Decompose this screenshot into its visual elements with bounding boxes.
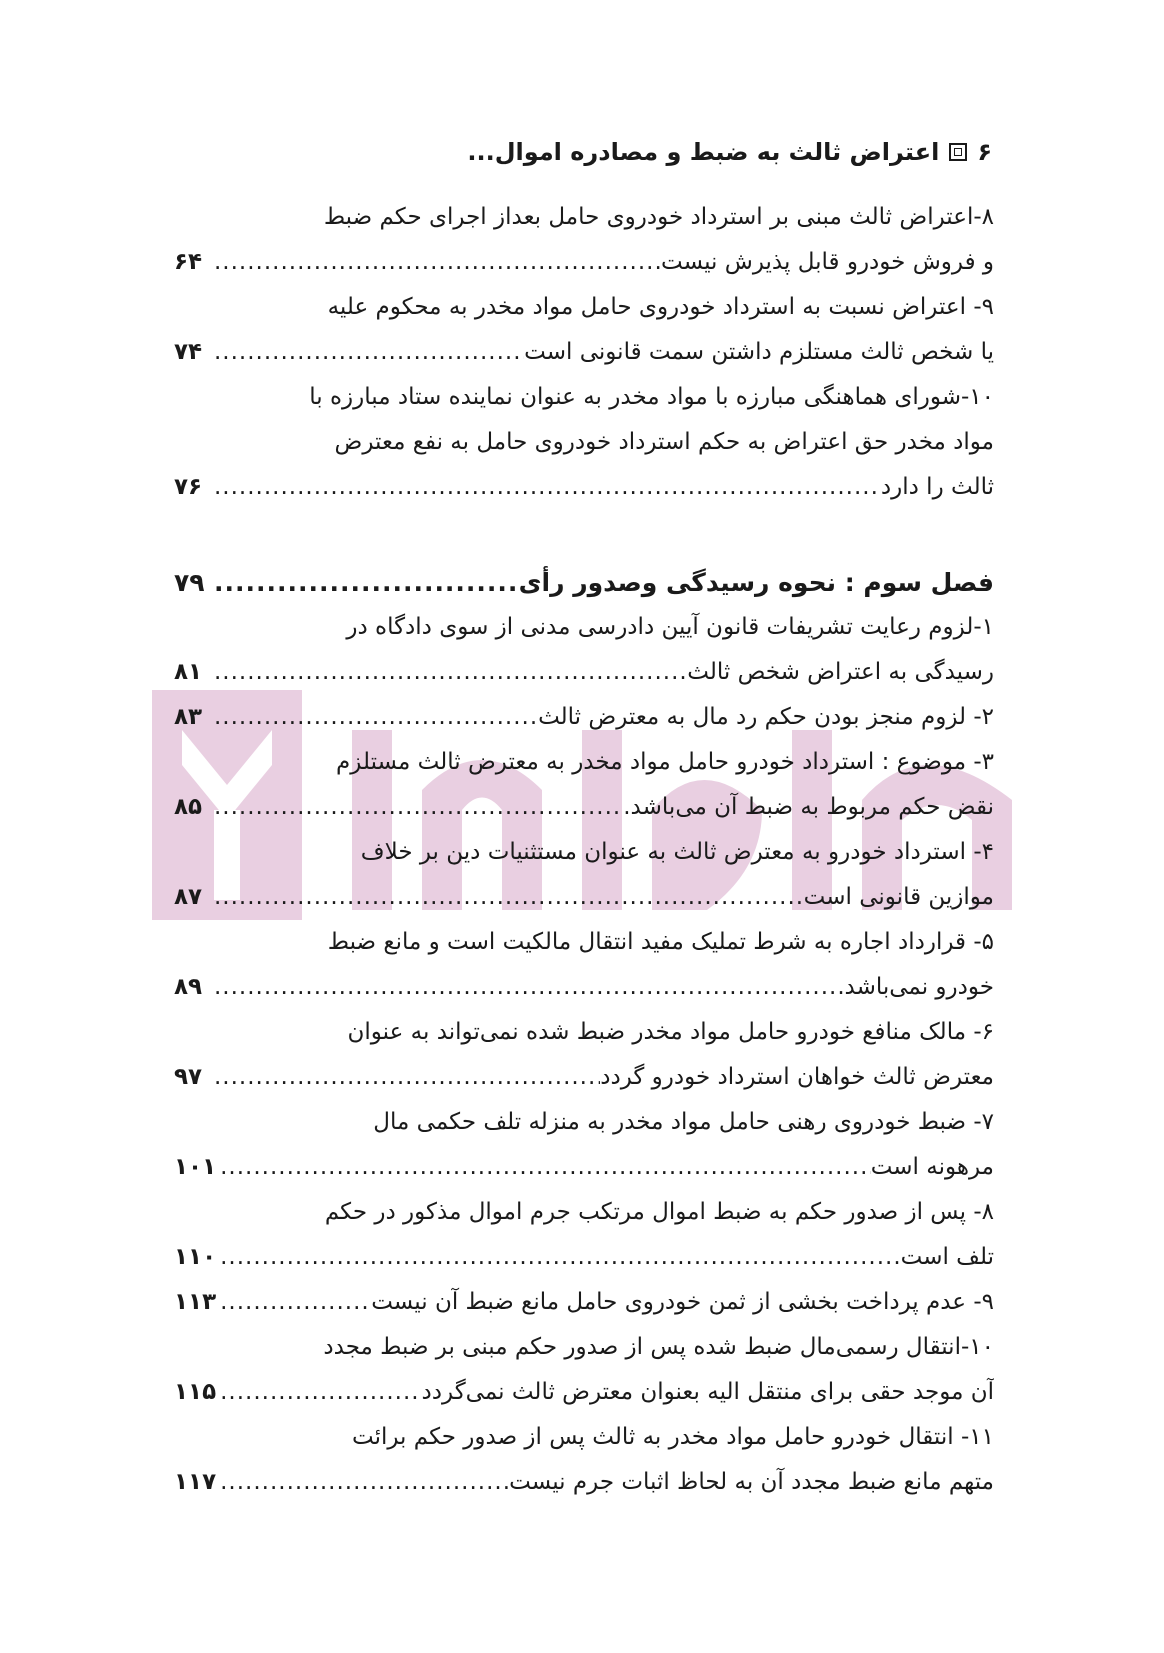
toc-line <box>174 420 994 465</box>
toc-entry <box>174 1190 994 1280</box>
toc-entry <box>174 195 994 285</box>
toc-line-text: و فروش خودرو قابل پذیرش نیست <box>661 249 994 275</box>
dot-leader <box>210 785 623 830</box>
toc-line <box>174 785 994 830</box>
toc-entry <box>174 830 994 920</box>
page-number: ۶ <box>977 138 992 166</box>
toc-entry <box>174 1415 994 1505</box>
toc-page-number: ۸۳ <box>174 704 203 730</box>
toc-line <box>174 965 994 1010</box>
toc-entry <box>174 1325 994 1415</box>
toc-line <box>174 1280 994 1325</box>
toc-line <box>174 195 994 240</box>
toc-page-number: ۷۴ <box>174 339 203 365</box>
running-header <box>467 138 992 166</box>
square-box-icon <box>949 143 967 161</box>
toc-line-text: متهم مانع ضبط مجدد آن به لحاظ اثبات جرم نیست <box>509 1469 994 1495</box>
toc-line <box>174 1100 994 1145</box>
toc-line <box>174 1055 994 1100</box>
toc-page-number: ۶۴ <box>174 249 203 275</box>
table-of-contents <box>174 195 994 1505</box>
toc-line-text: خودرو نمی‌باشد <box>844 974 994 1000</box>
toc-entry <box>174 695 994 740</box>
toc-line-text: موازین قانونی است <box>803 884 994 910</box>
toc-line-text: رسیدگی به اعتراض شخص ثالث <box>687 659 994 685</box>
toc-entry <box>174 1010 994 1100</box>
toc-entry <box>174 1100 994 1190</box>
toc-line <box>174 1460 994 1505</box>
toc-line-text: نقض حکم مربوط به ضبط آن می‌باشد. <box>623 794 994 820</box>
toc-line-text: ۸-اعتراض ثالث مبنی بر استرداد خودروی حامل بعداز اجرای حکم ضبط <box>323 204 994 230</box>
toc-line <box>174 1325 994 1370</box>
toc-page-number: ۹۷ <box>174 1064 203 1090</box>
toc-page-number: ۱۱۵ <box>174 1379 217 1405</box>
toc-line-text: ۴- استرداد خودرو به معترض ثالث به عنوان مستثنیات دین بر خلاف <box>360 839 994 865</box>
toc-line <box>174 240 994 285</box>
toc-line <box>174 1010 994 1055</box>
dot-leader <box>210 650 687 695</box>
dot-leader <box>210 330 524 375</box>
toc-page-number: ۱۱۳ <box>174 1289 217 1315</box>
dot-leader <box>216 1280 371 1325</box>
toc-line-text: تلف است <box>900 1244 994 1270</box>
toc-line <box>174 1235 994 1280</box>
toc-line-text: آن موجد حقی برای منتقل الیه بعنوان معترض ثالث نمی‌گردد <box>421 1379 994 1405</box>
toc-line <box>174 650 994 695</box>
toc-line <box>174 920 994 965</box>
section-spacer <box>174 510 994 530</box>
toc-line-text: ۶- مالک منافع خودرو حامل مواد مخدر ضبط شده نمی‌تواند به عنوان <box>347 1019 994 1045</box>
toc-page-number: ۱۰۱ <box>174 1154 217 1180</box>
toc-entry <box>174 920 994 1010</box>
dot-leader <box>216 1235 900 1280</box>
dot-leader <box>210 240 661 285</box>
toc-line-text: ۱۰-انتقال رسمی‌مال ضبط شده پس از صدور حکم مبنی بر ضبط مجدد <box>323 1334 994 1360</box>
toc-page-number: ۱۱۰ <box>174 1244 217 1270</box>
dot-leader <box>210 465 881 510</box>
toc-line <box>174 830 994 875</box>
toc-page-number: ۸۷ <box>174 884 203 910</box>
toc-entry <box>174 1280 994 1325</box>
toc-page-number: ۷۶ <box>174 474 203 500</box>
toc-page-number: ۸۱ <box>174 659 203 685</box>
toc-page-number: ۸۵ <box>174 794 203 820</box>
page-header-title: اعتراض ثالث به ضبط و مصادره اموال... <box>467 138 940 166</box>
toc-line <box>174 375 994 420</box>
dot-leader <box>216 1370 421 1415</box>
toc-line-text: ۲- لزوم منجز بودن حکم رد مال به معترض ثالث <box>538 704 994 730</box>
toc-line-text: ۱۰-شورای هماهنگی مبارزه با مواد مخدر به عنوان نماینده ستاد مبارزه با <box>309 384 994 410</box>
toc-line-text: مواد مخدر حق اعتراض به حکم استرداد خودروی حامل به نفع معترض <box>334 429 994 455</box>
toc-line <box>174 560 994 605</box>
toc-entry <box>174 605 994 695</box>
toc-page-number: ۱۱۷ <box>174 1469 217 1495</box>
toc-line-text: ۷- ضبط خودروی رهنی حامل مواد مخدر به منزله تلف حکمی مال <box>373 1109 994 1135</box>
toc-line-text: ۸- پس از صدور حکم به ضبط اموال مرتکب جرم اموال مذکور در حکم <box>324 1199 994 1225</box>
toc-line-text: یا شخص ثالث مستلزم داشتن سمت قانونی است <box>524 339 994 365</box>
toc-entry <box>174 740 994 830</box>
chapter-entry <box>174 560 994 605</box>
toc-entry <box>174 285 994 375</box>
dot-leader <box>210 560 519 605</box>
toc-line <box>174 605 994 650</box>
toc-line <box>174 285 994 330</box>
toc-line <box>174 330 994 375</box>
toc-line-text: ۵- قرارداد اجاره به شرط تملیک مفید انتقال مالکیت است و مانع ضبط <box>327 929 994 955</box>
dot-leader <box>216 1460 509 1505</box>
dot-leader <box>210 875 804 920</box>
toc-line <box>174 465 994 510</box>
toc-line-text: ۳- موضوع : استرداد خودرو حامل مواد مخدر به معترض ثالث مستلزم <box>336 749 994 775</box>
chapter-title: فصل سوم : نحوه رسیدگی وصدور رأی <box>518 568 994 597</box>
toc-page-number: ۸۹ <box>174 974 203 1000</box>
toc-line <box>174 740 994 785</box>
dot-leader <box>216 1145 871 1190</box>
toc-line <box>174 695 994 740</box>
toc-line-text: ۱۱- انتقال خودرو حامل مواد مخدر به ثالث پس از صدور حکم برائت <box>351 1424 994 1450</box>
toc-line-text: ۱-لزوم رعایت تشریفات قانون آیین دادرسی مدنی از سوی دادگاه در <box>346 614 994 640</box>
toc-line-text: معترض ثالث خواهان استرداد خودرو گردد <box>600 1064 994 1090</box>
toc-line <box>174 1145 994 1190</box>
toc-line <box>174 1370 994 1415</box>
toc-entry <box>174 375 994 510</box>
toc-line <box>174 875 994 920</box>
toc-line <box>174 1190 994 1235</box>
dot-leader <box>210 695 538 740</box>
toc-line-text: ثالث را دارد <box>880 474 994 500</box>
dot-leader <box>210 965 845 1010</box>
toc-line-text: ۹- عدم پرداخت بخشی از ثمن خودروی حامل مانع ضبط آن نیست <box>371 1289 994 1315</box>
dot-leader <box>210 1055 600 1100</box>
toc-line-text: مرهونه است <box>870 1154 994 1180</box>
toc-line <box>174 1415 994 1460</box>
toc-line-text: ۹- اعتراض نسبت به استرداد خودروی حامل مواد مخدر به محکوم علیه <box>327 294 994 320</box>
toc-page-number: ۷۹ <box>174 568 205 597</box>
